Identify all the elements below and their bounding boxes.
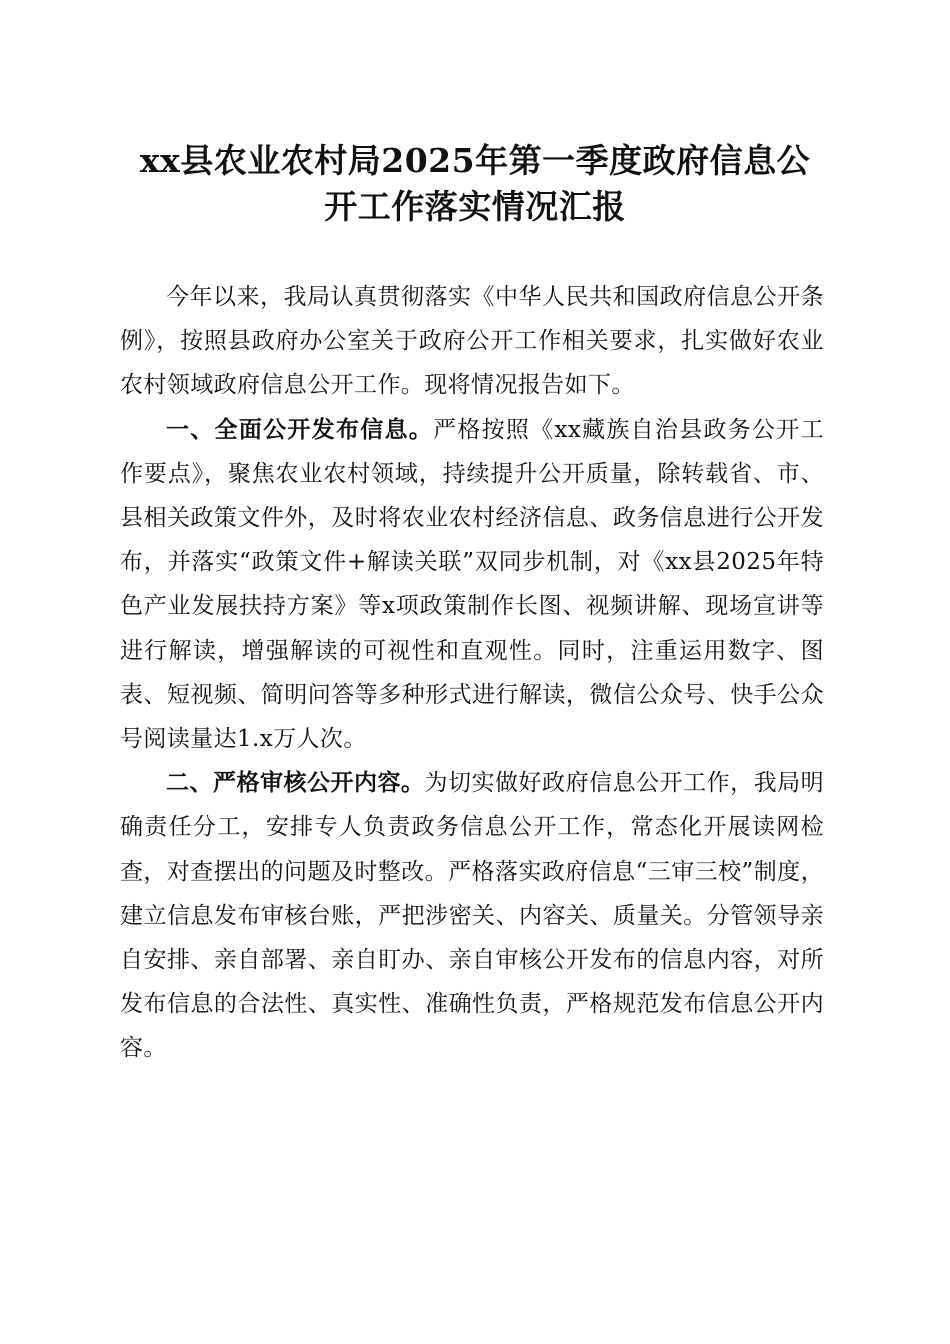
intro-paragraph-text: 今年以来，我局认真贯彻落实《中华人民共和国政府信息公开条例》，按照县政府办公室关于政府公开工作相关要求，扎实做好农业农村领域政府信息公开工作。现将情况报告如下。 (120, 284, 824, 399)
section-2-text: 为切实做好政府信息公开工作，我局明确责任分工，安排专人负责政务信息公开工作，常态化开展读网检查，对查摆出的问题及时整改。严格落实政府信息“三审三校”制度，建立信息发布审核台账，严把涉密关、内容关、质量关。分管领导亲自安排、亲自部署、亲自盯办、亲自审核公开发布的信息内容，对所发布信息的合法性、真实性、准确性负责，严格规范发布信息公开内容。 (120, 770, 824, 1062)
document-title (110, 138, 840, 230)
section-1-paragraph (120, 408, 824, 762)
section-1-heading: 一、全面公开发布信息。 (166, 416, 434, 443)
section-2-heading: 二、严格审核公开内容。 (166, 770, 425, 797)
document-body (120, 275, 824, 1071)
title-line-2: 开工作落实情况汇报 (324, 187, 626, 226)
intro-paragraph (120, 275, 824, 408)
section-2-paragraph (120, 761, 824, 1070)
section-1-text: 严格按照《xx藏族自治县政务公开工作要点》，聚焦农业农村领域，持续提升公开质量，除转载省、市、县相关政策文件外，及时将农业农村经济信息、政务信息进行公开发布，并落实“政策文件+解读关联”双同步机制，对《xx县2025年特色产业发展扶持方案》等x项政策制作长图、视频讲解、现场宣讲等进行解读，增强解读的可视性和直观性。同时，注重运用数字、图表、短视频、简明问答等多种形式进行解读，微信公众号、快手公众号阅读量达1.x万人次。 (120, 416, 824, 753)
title-line-1: xx县农业农村局2025年第一季度政府信息公 (139, 141, 811, 180)
